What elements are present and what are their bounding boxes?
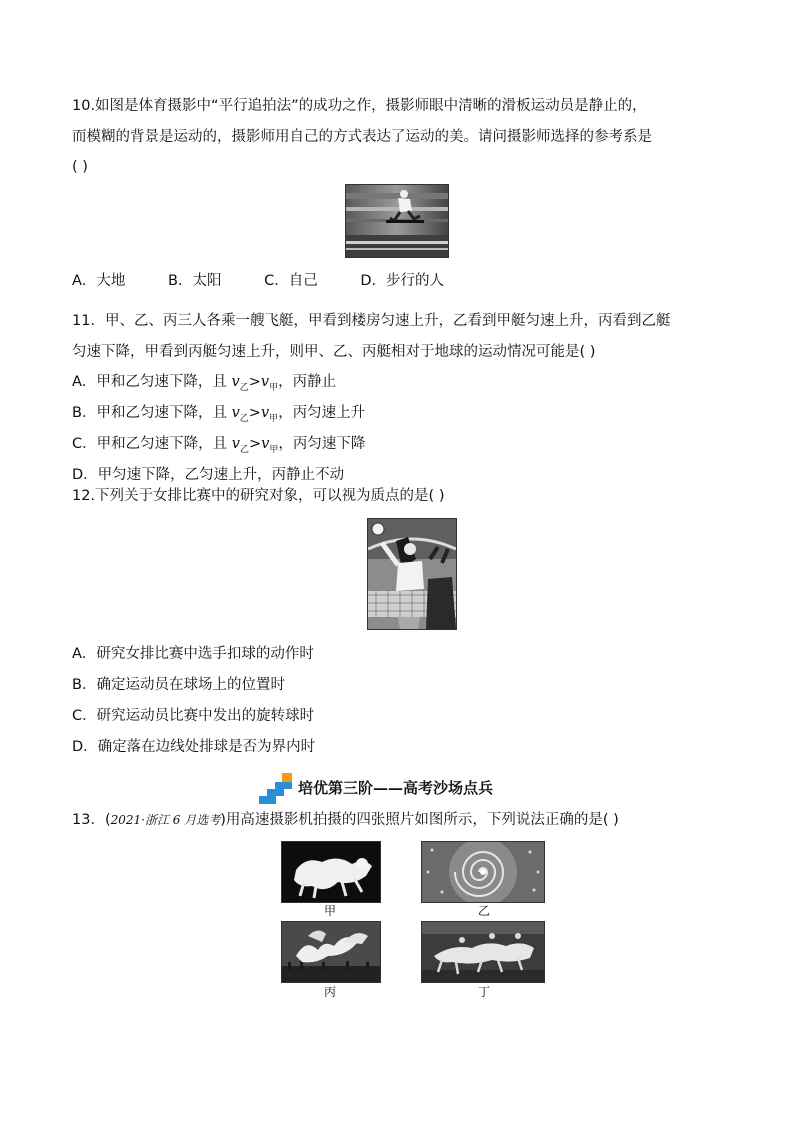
q10-option-d[interactable]: D．步行的人 — [360, 273, 444, 289]
q12-option-c[interactable]: C．研究运动员比赛中发出的旋转球时 — [72, 708, 315, 724]
stairs-icon — [258, 773, 294, 805]
q12-option-a[interactable]: A．研究女排比赛中选手扣球的动作时 — [72, 646, 314, 662]
q11-option-a[interactable] — [72, 372, 336, 398]
greater-than: > — [248, 436, 262, 452]
q11-option-d[interactable]: D．甲匀速下降，乙匀速上升，丙静止不动 — [72, 467, 345, 483]
q11-text-line-2: 匀速下降，甲看到丙艇匀速上升，则甲、乙、丙艇相对于地球的运动情况可能是( ) — [72, 344, 596, 360]
section-title: 培优第三阶——高考沙场点兵 — [298, 779, 494, 797]
caption-yi: 乙 — [477, 904, 490, 918]
velocity-jia: $v_甲$ — [260, 374, 279, 393]
caption-jia: 甲 — [323, 904, 336, 918]
q11-option-b[interactable] — [72, 403, 365, 429]
volleyball-photo — [367, 518, 457, 630]
q13-prefix: 13．( — [72, 812, 111, 828]
section-header — [258, 773, 558, 805]
q10-option-b[interactable]: B．太阳 — [168, 273, 222, 289]
velocity-yi: $v_乙$ — [231, 405, 249, 424]
q10-options — [72, 271, 482, 291]
velocity-yi: $v_乙$ — [231, 436, 249, 455]
velocity-jia: $v_甲$ — [261, 436, 279, 455]
caption-bing: 丙 — [323, 985, 336, 999]
q11-option-c[interactable] — [72, 434, 365, 460]
q11-option-b-tail: ，丙匀速上升 — [278, 405, 366, 421]
q12-text-line-1: 12.下列关于女排比赛中的研究对象，可以视为质点的是( ) — [72, 488, 445, 504]
q10-text-line-2: 而模糊的背景是运动的，摄影师用自己的方式表达了运动的美。请问摄影师选择的参考系是 — [72, 129, 652, 145]
photo-jia-cat — [281, 841, 381, 903]
photo-bing-bird — [281, 921, 381, 983]
q11-option-b-text: B．甲和乙匀速下降，且 — [72, 405, 232, 421]
q11-option-c-tail: ，丙匀速下降 — [278, 436, 366, 452]
q12-option-d[interactable]: D．确定落在边线处排球是否为界内时 — [72, 739, 316, 755]
q11-text-line-1: 11．甲、乙、丙三人各乘一艘飞艇，甲看到楼房匀速上升，乙看到甲艇匀速上升，丙看到乙艇 — [72, 313, 671, 329]
q10-option-c[interactable]: C．自己 — [264, 273, 318, 289]
q13-text-line-1 — [72, 810, 619, 830]
q10-text-line-1: 10.如图是体育摄影中“平行追拍法”的成功之作，摄影师眼中清晰的滑板运动员是静止的， — [72, 98, 647, 114]
skateboarder-photo — [345, 184, 449, 258]
velocity-yi: $v_乙$ — [231, 374, 249, 393]
velocity-jia: $v_甲$ — [260, 405, 279, 424]
q13-source: 2021·浙江 6 月选考 — [110, 813, 221, 827]
q12-option-b[interactable]: B．确定运动员在球场上的位置时 — [72, 677, 285, 693]
q10-answer-blank: ( ) — [72, 159, 88, 175]
greater-than: > — [248, 374, 261, 390]
q13-stem: )用高速摄影机拍摄的四张照片如图所示，下列说法正确的是( ) — [220, 812, 619, 828]
photo-yi-spiral — [421, 841, 545, 903]
q10-option-a[interactable]: A．大地 — [72, 273, 126, 289]
q11-option-a-text: A．甲和乙匀速下降，且 — [72, 374, 232, 390]
greater-than: > — [248, 405, 261, 421]
photo-ding-horse — [421, 921, 545, 983]
caption-ding: 丁 — [477, 985, 490, 999]
q11-option-a-tail: ，丙静止 — [278, 374, 337, 390]
q11-option-c-text: C．甲和乙匀速下降，且 — [72, 436, 232, 452]
